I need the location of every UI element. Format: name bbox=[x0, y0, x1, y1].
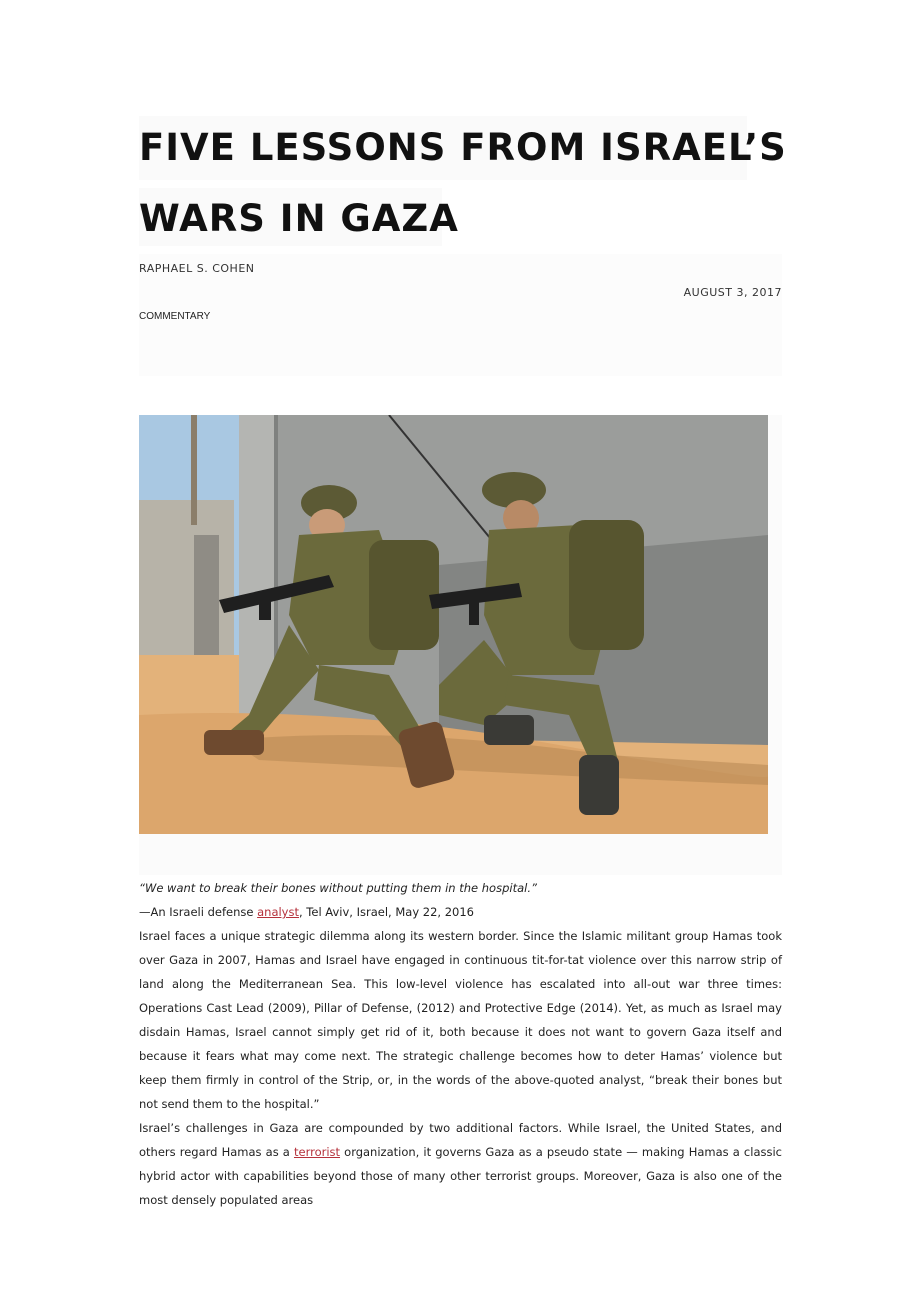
terrorist-link[interactable]: terrorist bbox=[293, 1145, 341, 1159]
paragraph-1: Israel faces a unique strategic dilemma along its western border. Since the Islamic militant group Hamas took over Gaza in 2007, Hamas and Israel have engaged in continuous tit-for-tat violence over this narrow strip of land along the Mediterranean Sea. This low-level violence has escalated into all-out war three times: Operations Cast Lead (2009), Pillar of Defense, (2012) and Protective Edge (2014). Yet, as much as Israel may disdain Hamas, Israel cannot simply get rid of it, both because it does not want to govern Gaza itself and because it fears what may come next. The strategic challenge becomes how to deter Hamas’ violence but keep them firmly in control of the Strip, or, in the words of the above-quoted analyst, “break their bones but not send them to the hospital.” bbox=[139, 929, 782, 1111]
article-title-line-1: FIVE LESSONS FROM ISRAEL’S bbox=[139, 116, 747, 180]
paragraph-2-prefix: Israel’s challenges in Gaza are compounded by two additional factors. While Israel, the United States, and others regard Hamas as a bbox=[139, 1121, 782, 1159]
photo-container bbox=[139, 415, 782, 875]
attribution-suffix: , Tel Aviv, Israel, May 22, 2016 bbox=[299, 905, 474, 919]
article-title-line-2: WARS IN GAZA bbox=[139, 188, 442, 246]
author-name[interactable]: RAPHAEL S. COHEN bbox=[139, 262, 255, 275]
attribution-prefix: —An Israeli defense bbox=[139, 905, 258, 919]
publish-date: AUGUST 3, 2017 bbox=[683, 286, 782, 299]
paragraph-2 bbox=[139, 1116, 782, 1212]
analyst-link[interactable]: analyst bbox=[257, 905, 299, 919]
quote-attribution bbox=[139, 900, 782, 924]
opening-quote: “We want to break their bones without putting them in the hospital.” bbox=[139, 881, 537, 895]
soldiers-photo bbox=[139, 415, 768, 834]
article-body bbox=[139, 876, 782, 1212]
paragraph-2-suffix: organization, it governs Gaza as a pseudo state — making Hamas a classic hybrid actor with capabilities beyond those of many other terrorist groups. Moreover, Gaza is also one of the most densely populated areas bbox=[139, 1145, 782, 1207]
category-label[interactable]: COMMENTARY bbox=[139, 311, 211, 322]
